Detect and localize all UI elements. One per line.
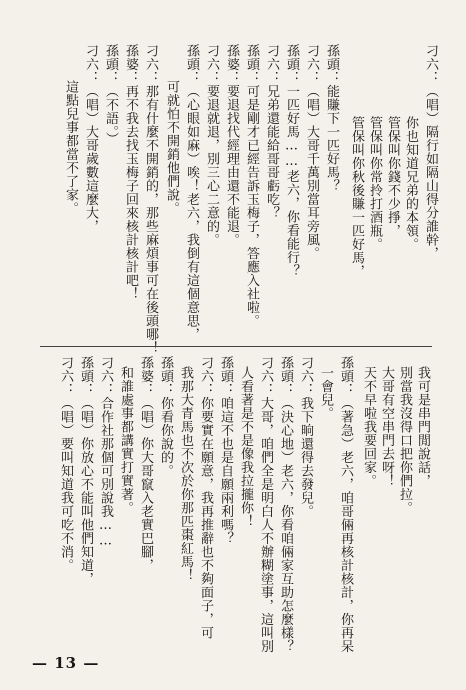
text-column: 孫頭：（決心地）老六，你看咱倆家互助怎麼樣？	[278, 356, 293, 653]
text-column: 刁六：要退就退，別三心二意的。	[204, 44, 219, 247]
text-column: 孫頭：（不語。）	[103, 44, 118, 146]
text-column: 孫頭：一匹好馬……老六，你看能行？	[284, 44, 299, 278]
text-column: 管保叫你秋後賺一匹好馬，	[349, 116, 364, 278]
text-column: 管保叫你常拎打酒瓶。	[367, 116, 382, 251]
text-column: 和誰處事都講實打實著。	[118, 366, 133, 515]
text-column: 孫頭：你看你說的。	[158, 356, 173, 478]
text-column: 孫頭：（著急）老六，咱哥倆再核計核計，你再呆	[338, 356, 353, 653]
text-column: 刁六：（唱）要叫知道我可吃不消。	[58, 356, 73, 572]
text-column: 大哥有空串門去呀！	[379, 366, 394, 488]
text-column: 刁六：大哥，咱們全是明白人不辦糊塗事，這叫別	[258, 356, 273, 653]
text-column: 人看著是不是像我拉攏你！	[238, 366, 253, 528]
text-column: 孫婆：（唱）你大哥竄入老實巴腳，	[138, 356, 153, 572]
text-column: 我那大青馬也不次於你那匹棗紅馬！	[178, 366, 193, 582]
text-column: 孫頭：可是剛才已經告訴玉梅子，答應入社啦。	[244, 44, 259, 328]
text-column: 我可是串門閒說話，	[415, 366, 430, 488]
text-column: 你也知道兄弟的本領。	[403, 116, 418, 251]
text-column: 孫頭：（心眼如麻）唉！老六，我倒有這個意思，	[184, 44, 199, 341]
text-column: 刁六：兄弟還能給哥哥虧吃？	[264, 44, 279, 220]
text-column: 孫頭：（唱）你放心不能叫他們知道，	[78, 356, 93, 586]
text-column: 別當我沒得口把你們拉。	[397, 366, 412, 515]
text-column: 可就怕不開銷他們說。	[164, 80, 179, 215]
text-column: 刁六：（唱）隔行如隔山得分誰幹，	[423, 44, 438, 260]
text-column: 一會兒。	[318, 366, 333, 420]
text-column: 孫頭：能賺下一匹好馬？	[324, 44, 339, 193]
page-number: — 13 —	[32, 654, 100, 672]
section-divider	[40, 346, 432, 347]
text-column: 刁六：（唱）大哥歲數這麼大，	[83, 44, 98, 233]
text-column: 天不早啦我要回家。	[361, 366, 376, 488]
text-column: 孫頭：咱這不也是自願兩利嗎？	[218, 356, 233, 545]
text-column: 刁六：我下晌還得去發兒。	[298, 356, 313, 518]
text-column: 刁六：合作社那個可別說我……	[98, 356, 113, 549]
text-column: 刁六：那有什麼不開銷的，那些麻煩事可在後頭哪！	[143, 44, 158, 355]
text-column: 孫婆：再不我去找玉梅子回來核計核計吧！	[123, 44, 138, 301]
text-column: 刁六：你要實在願意，我再推辭也不夠面子，可	[198, 356, 213, 640]
text-column: 這點兒事都當不了家。	[63, 80, 78, 215]
text-column: 刁六：（唱）大哥千萬別當耳旁風。	[304, 44, 319, 260]
text-column: 孫婆：要退找代經理由還不能退。	[224, 44, 239, 247]
text-column: 管保叫你錢不少掙，	[385, 116, 400, 238]
